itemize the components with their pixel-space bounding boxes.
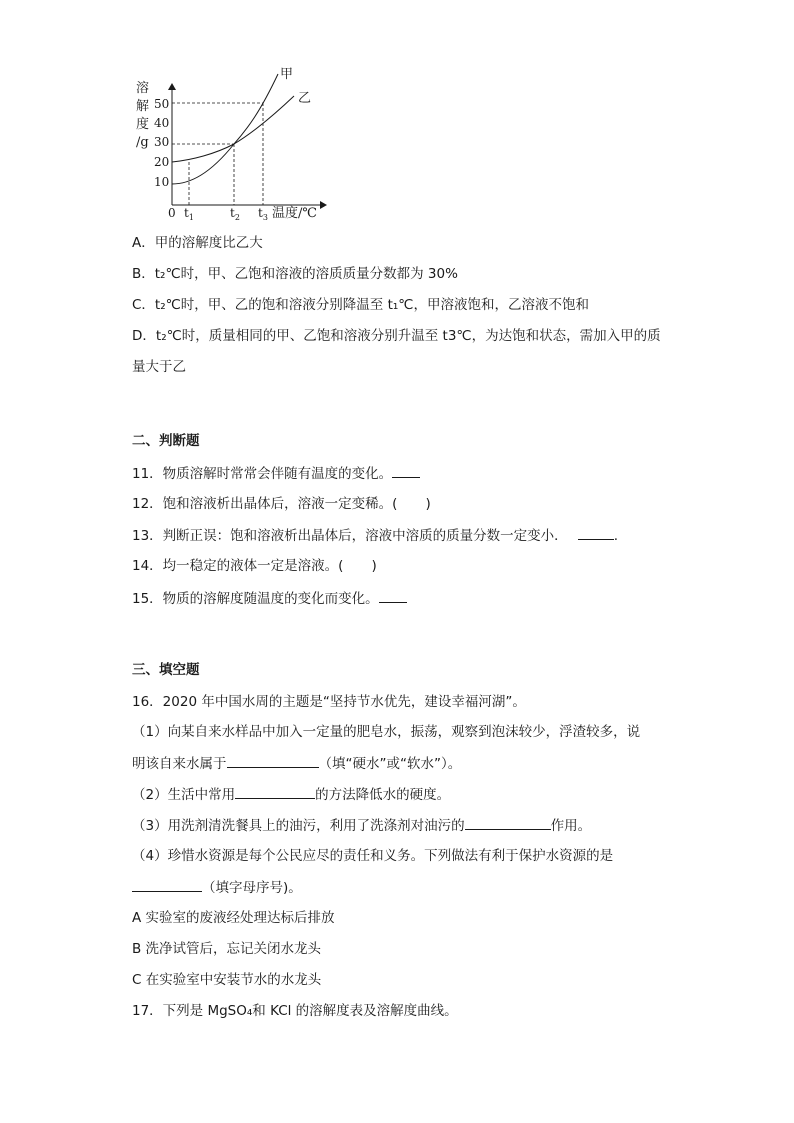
q16-part2 xyxy=(132,784,450,805)
q14-text: 14．均一稳定的液体一定是溶液。( xyxy=(132,558,344,574)
y-tick-20: 20 xyxy=(154,155,170,169)
q13-blank[interactable] xyxy=(578,525,614,540)
q16-part3 xyxy=(132,815,591,836)
q16-part2-post: 的方法降低水的硬度。 xyxy=(315,787,451,803)
q12-text: 12．饱和溶液析出晶体后，溶液一定变稀。( xyxy=(132,496,398,512)
q16-part2-pre: （2）生活中常用 xyxy=(132,787,236,803)
q16-part1-post: （填“硬水”或“软水”）。 xyxy=(318,756,462,772)
section3-title: 三、填空题 xyxy=(132,662,200,678)
origin-label: 0 xyxy=(168,206,176,220)
q16-part3-blank[interactable] xyxy=(465,815,551,830)
q10-option-b: B．t₂℃时，甲、乙饱和溶液的溶质质量分数都为 30% xyxy=(132,266,458,282)
y-label-char-3: 度 xyxy=(136,117,150,132)
curve-label-yi: 乙 xyxy=(298,91,312,106)
q13-text: 13．判断正误：饱和溶液析出晶体后，溶液中溶质的质量分数一定变小． xyxy=(132,528,568,544)
q10-option-a: A．甲的溶解度比乙大 xyxy=(132,235,263,251)
y-label-char-1: 溶 xyxy=(136,81,150,96)
x-tick-t3: $t_3$ xyxy=(258,206,268,222)
q14 xyxy=(132,556,377,576)
q16-part1-pre: 明该自来水属于 xyxy=(132,756,227,772)
q10-option-d-cont: 量大于乙 xyxy=(132,359,186,375)
section2-title: 二、判断题 xyxy=(132,433,200,449)
y-tick-50: 50 xyxy=(154,97,170,111)
solubility-chart xyxy=(130,62,330,222)
q11-text: 11．物质溶解时常常会伴随有温度的变化。 xyxy=(132,466,393,482)
y-tick-30: 30 xyxy=(154,135,170,149)
y-tick-40: 40 xyxy=(154,116,170,130)
q16-part4-post: （填字母序号)。 xyxy=(202,880,302,896)
q16-part1: （1）向某自来水样品中加入一定量的肥皂水，振荡，观察到泡沫较少，浮渣较多，说 xyxy=(132,724,641,740)
q16-option-b: B 洗净试管后，忘记关闭水龙头 xyxy=(132,941,322,957)
q14-close: ) xyxy=(371,558,377,574)
q16-part1-blank[interactable] xyxy=(227,753,319,768)
q11 xyxy=(132,463,420,484)
q16-part4-blank[interactable] xyxy=(132,877,202,892)
q17: 17．下列是 MgSO₄和 KCl 的溶解度表及溶解度曲线。 xyxy=(132,1003,458,1019)
x-tick-t1: $t_1$ xyxy=(184,206,194,222)
q11-blank[interactable] xyxy=(392,463,420,478)
q16-part3-pre: （3）用洗剂清洗餐具上的油污，利用了洗涤剂对油污的 xyxy=(132,818,465,834)
y-label-char-4: /g xyxy=(136,135,149,150)
q16-part3-post: 作用。 xyxy=(550,818,592,834)
curve-label-jia: 甲 xyxy=(280,67,294,82)
y-tick-10: 10 xyxy=(154,175,170,189)
curve-yi xyxy=(172,96,294,162)
q13 xyxy=(132,525,618,546)
q16: 16．2020 年中国水周的主题是“坚持节水优先，建设幸福河湖”。 xyxy=(132,694,526,710)
q15-text: 15．物质的溶解度随温度的变化而变化。 xyxy=(132,591,379,607)
q16-part4: （4）珍惜水资源是每个公民应尽的责任和义务。下列做法有利于保护水资源的是 xyxy=(132,848,614,864)
q15 xyxy=(132,588,407,609)
y-label-char-2: 解 xyxy=(136,99,150,114)
q16-part4-cont xyxy=(132,877,302,898)
q10-option-c: C．t₂℃时，甲、乙的饱和溶液分别降温至 t₁℃，甲溶液饱和，乙溶液不饱和 xyxy=(132,297,589,313)
q12-close: ) xyxy=(425,496,431,512)
q10-option-d: D．t₂℃时，质量相同的甲、乙饱和溶液分别升温至 t3℃，为达饱和状态，需加入甲的质 xyxy=(132,328,661,344)
q16-part1-cont xyxy=(132,753,461,774)
x-tick-t2: $t_2$ xyxy=(230,206,240,222)
q16-option-c: C 在实验室中安装节水的水龙头 xyxy=(132,972,322,988)
q12 xyxy=(132,494,431,514)
q16-part2-blank[interactable] xyxy=(235,784,315,799)
q16-option-a: A 实验室的废液经处理达标后排放 xyxy=(132,910,335,926)
x-axis-label: 温度/℃ xyxy=(272,206,317,221)
q15-blank[interactable] xyxy=(379,588,407,603)
q13-end: . xyxy=(613,528,618,544)
curve-jia xyxy=(172,74,278,184)
